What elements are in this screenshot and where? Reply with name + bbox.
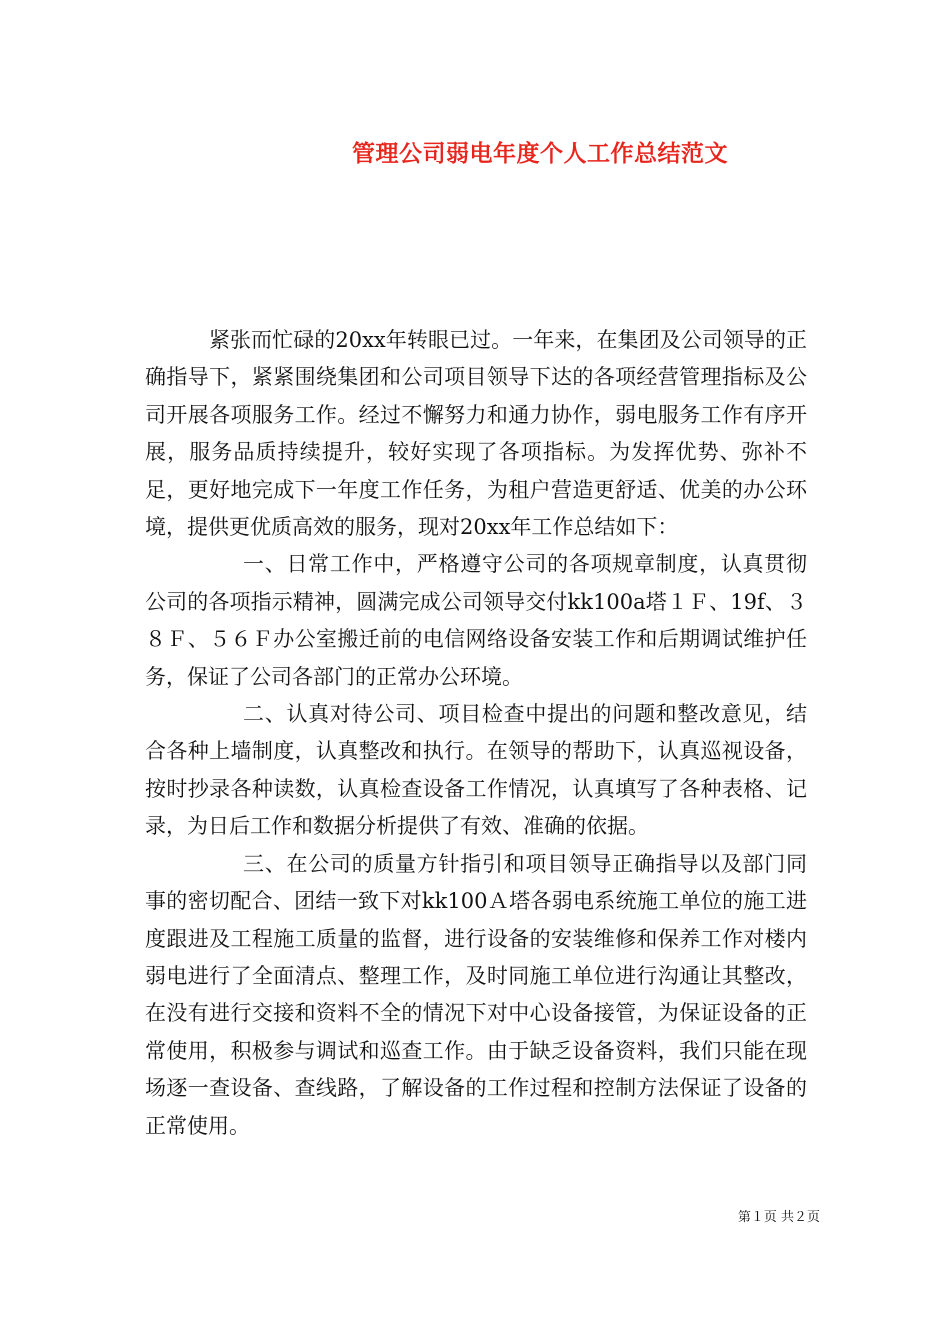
paragraph-item-2: 二、认真对待公司、项目检查中提出的问题和整改意见，结合各种上墙制度，认真整改和执行。在领导的帮助下，认真巡视设备，按时抄录各种读数，认真检查设备工作情况，认真填写了各种表格、记录，为日后工作和数据分析提供了有效、准确的依据。: [145, 702, 807, 839]
document-body: [145, 322, 807, 1145]
paragraph-item-1: 一、日常工作中，严格遵守公司的各项规章制度，认真贯彻公司的各项指示精神，圆满完成公司领导交付kk100a塔１Ｆ、19f、３８Ｆ、５６Ｆ办公室搬迁前的电信网络设备安装工作和后期调试维护任务，保证了公司各部门的正常办公环境。: [145, 552, 807, 689]
page-number: 第１页 共２页: [737, 1210, 820, 1225]
document-title: 管理公司弱电年度个人工作总结范文: [352, 140, 728, 167]
paragraph-item-3: 三、在公司的质量方针指引和项目领导正确指导以及部门同事的密切配合、团结一致下对kk100Ａ塔各弱电系统施工单位的施工进度跟进及工程施工质量的监督，进行设备的安装维修和保养工作对楼内弱电进行了全面清点、整理工作，及时同施工单位进行沟通让其整改，在没有进行交接和资料不全的情况下对中心设备接管，为保证设备的正常使用，积极参与调试和巡查工作。由于缺乏设备资料，我们只能在现场逐一查设备、查线路，了解设备的工作过程和控制方法保证了设备的正常使用。: [145, 851, 807, 1138]
paragraph-intro: 紧张而忙碌的20xx年转眼已过。一年来，在集团及公司领导的正确指导下，紧紧围绕集团和公司项目领导下达的各项经营管理指标及公司开展各项服务工作。经过不懈努力和通力协作，弱电服务工作有序开展，服务品质持续提升，较好实现了各项指标。为发挥优势、弥补不足，更好地完成下一年度工作任务，为租户营造更舒适、优美的办公环境，提供更优质高效的服务，现对20xx年工作总结如下：: [145, 328, 807, 540]
